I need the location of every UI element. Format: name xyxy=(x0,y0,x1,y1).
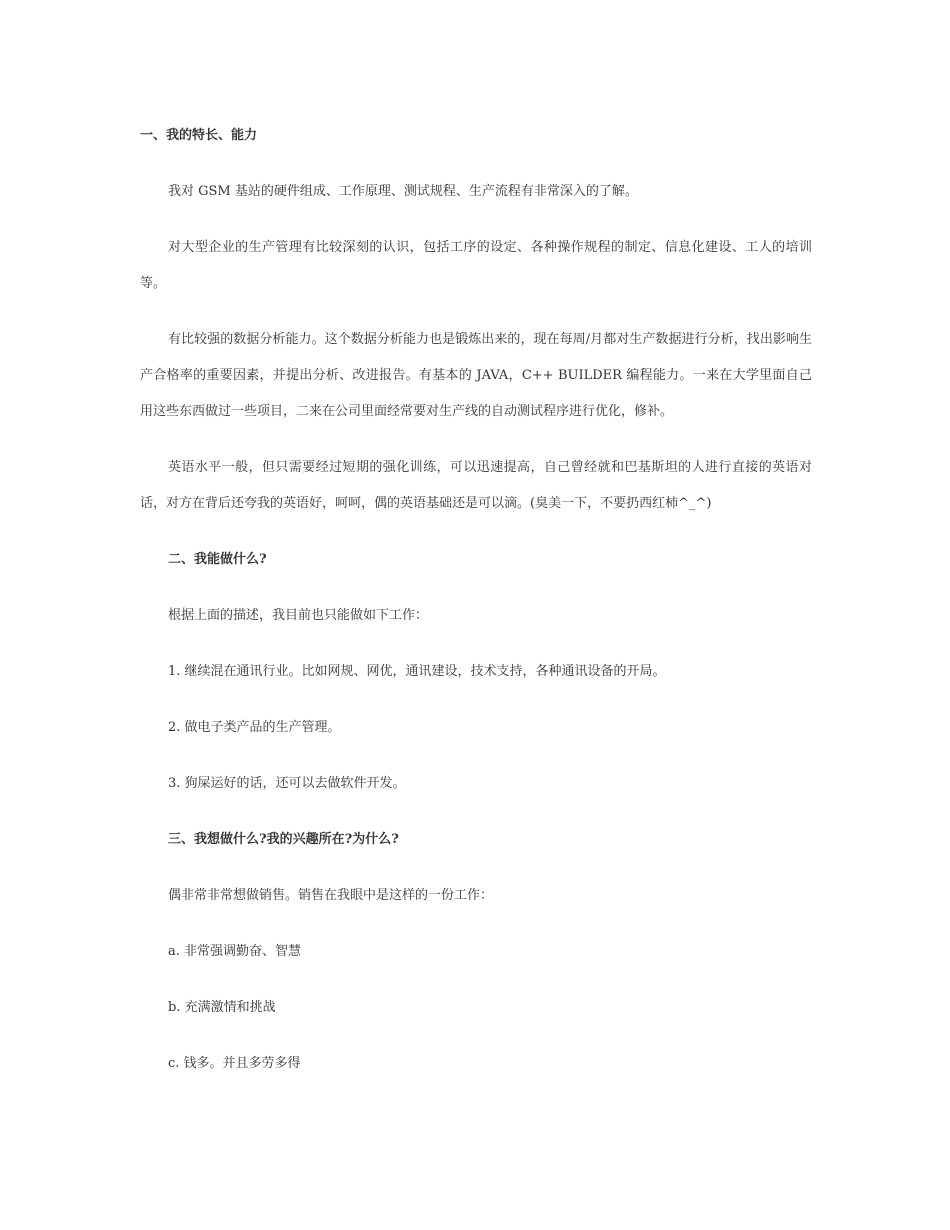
section-1-paragraph-gsm: 我对 GSM 基站的硬件组成、工作原理、测试规程、生产流程有非常深入的了解。 xyxy=(168,184,638,199)
list-item: 1. 继续混在通讯行业。比如网规、网优，通讯建设，技术支持，各种通讯设备的开局。 xyxy=(168,664,666,679)
list-item: 2. 做电子类产品的生产管理。 xyxy=(168,720,341,735)
document-page xyxy=(140,118,812,1102)
section-1-heading: 一、我的特长、能力 xyxy=(140,128,258,143)
section-3-intro: 偶非常非常想做销售。销售在我眼中是这样的一份工作： xyxy=(168,888,494,903)
list-item: b. 充满激情和挑战 xyxy=(168,1000,276,1015)
section-1-paragraph-analysis: 有比较强的数据分析能力。这个数据分析能力也是锻炼出来的，现在每周/月都对生产数据进行分析，找出影响生产合格率的重要因素，并提出分析、改进报告。有基本的 JAVA，C++ BUILDER 编程能力。一来在大学里面自己用这些东西做过一些项目，二来在公司里面经常要对生产线的自动测试程序进行优化，修补。 xyxy=(140,332,812,419)
list-item: 3. 狗屎运好的话，还可以去做软件开发。 xyxy=(168,776,406,791)
list-item: c. 钱多。并且多劳多得 xyxy=(168,1056,301,1071)
section-2-heading: 二、我能做什么? xyxy=(168,552,267,567)
list-item: a. 非常强调勤奋、智慧 xyxy=(168,944,302,959)
section-2-intro: 根据上面的描述，我目前也只能做如下工作： xyxy=(168,608,429,623)
section-3-heading: 三、我想做什么?我的兴趣所在?为什么? xyxy=(168,832,399,847)
section-1-paragraph-english: 英语水平一般，但只需要经过短期的强化训练，可以迅速提高，自己曾经就和巴基斯坦的人进行直接的英语对话，对方在背后还夸我的英语好，呵呵，偶的英语基础还是可以滴。(臭美一下，不要扔西红柿^_^) xyxy=(140,460,812,511)
section-1-paragraph-management: 对大型企业的生产管理有比较深刻的认识，包括工序的设定、各种操作规程的制定、信息化建设、工人的培训等。 xyxy=(140,240,812,291)
